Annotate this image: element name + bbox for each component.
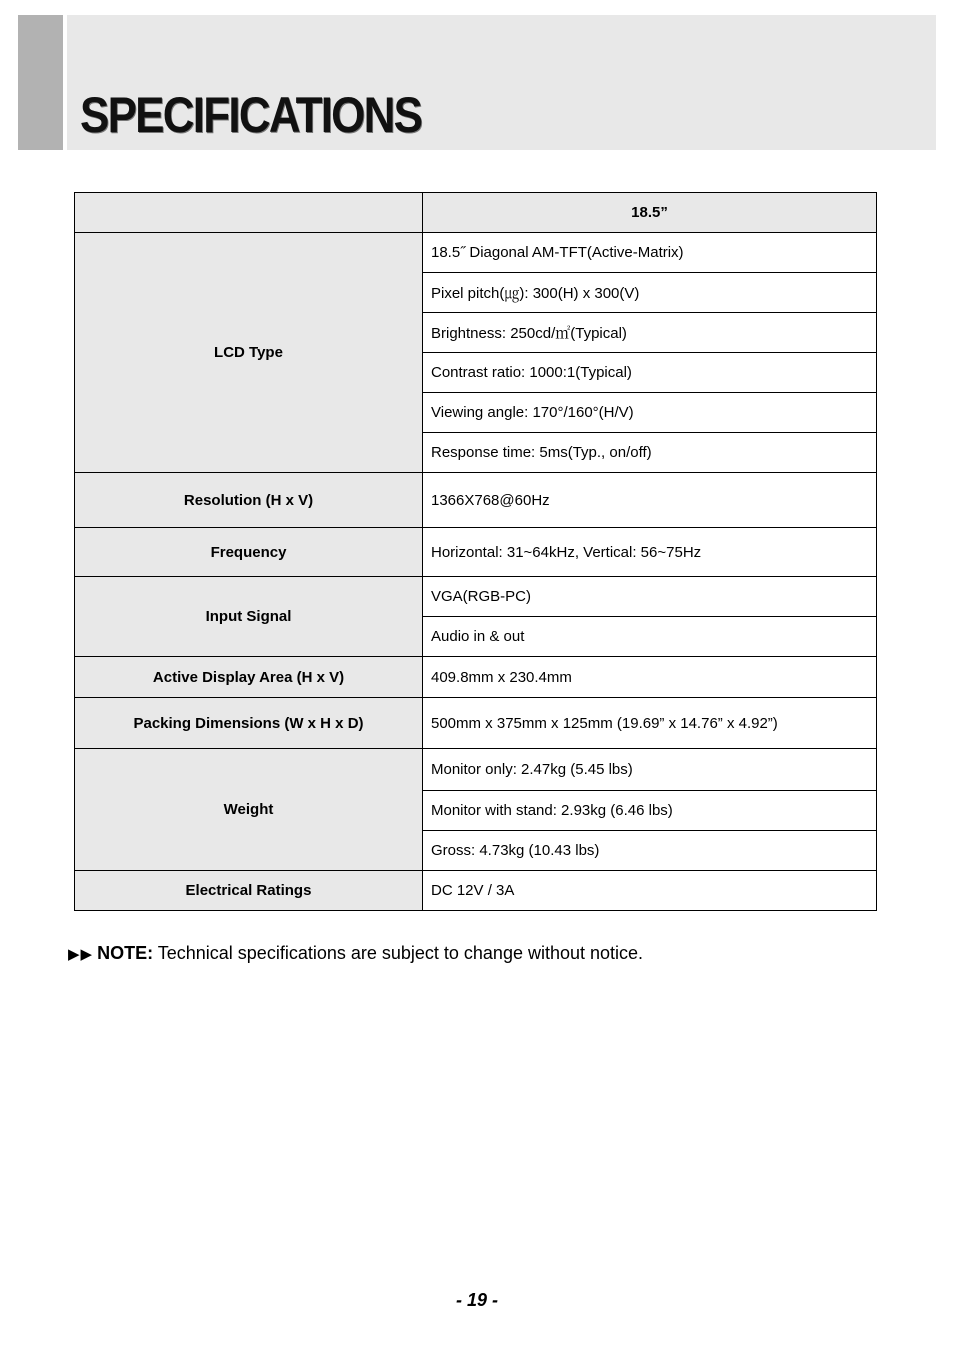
note-text: Technical specifications are subject to change without notice.	[153, 943, 644, 963]
table-row	[75, 528, 877, 577]
spec-value: DC 12V / 3A	[423, 871, 877, 911]
spec-label-lcd-type: LCD Type	[75, 233, 423, 473]
spec-value: Pixel pitch(㎍): 300(H) x 300(V)	[423, 273, 877, 313]
spec-value: Viewing angle: 170°/160°(H/V)	[423, 393, 877, 433]
spec-label-weight: Weight	[75, 749, 423, 871]
spec-label-resolution: Resolution (H x V)	[75, 473, 423, 528]
table-header-model: 18.5”	[423, 193, 877, 233]
spec-label-active-display-area: Active Display Area (H x V)	[75, 657, 423, 698]
table-header-row	[75, 193, 877, 233]
table-row	[75, 749, 877, 791]
table-row	[75, 698, 877, 749]
spec-value: 18.5˝ Diagonal AM-TFT(Active-Matrix)	[423, 233, 877, 273]
spec-label-electrical-ratings: Electrical Ratings	[75, 871, 423, 911]
table-row	[75, 233, 877, 273]
page-title: SPECIFICATIONS	[80, 87, 422, 143]
spec-label-packing-dimensions: Packing Dimensions (W x H x D)	[75, 698, 423, 749]
spec-value: 1366X768@60Hz	[423, 473, 877, 528]
spec-value: VGA(RGB-PC)	[423, 577, 877, 617]
spec-value: Brightness: 250cd/㎡(Typical)	[423, 313, 877, 353]
double-play-arrow-icon: ▶▶	[68, 946, 94, 963]
page-number: - 19 -	[455, 1290, 498, 1310]
spec-value: Contrast ratio: 1000:1(Typical)	[423, 353, 877, 393]
header-tab	[18, 15, 63, 150]
table-header-empty-cell	[75, 193, 423, 233]
table-row	[75, 871, 877, 911]
note-label: NOTE:	[97, 943, 154, 963]
spec-table	[74, 192, 877, 911]
spec-value: 500mm x 375mm x 125mm (19.69” x 14.76” x 4.92”)	[423, 698, 877, 749]
spec-value: Monitor with stand: 2.93kg (6.46 lbs)	[423, 791, 877, 831]
spec-label-frequency: Frequency	[75, 528, 423, 577]
spec-value: 409.8mm x 230.4mm	[423, 657, 877, 698]
table-row	[75, 657, 877, 698]
spec-value: Gross: 4.73kg (10.43 lbs)	[423, 831, 877, 871]
spec-label-input-signal: Input Signal	[75, 577, 423, 657]
note	[68, 943, 643, 964]
table-row	[75, 577, 877, 617]
spec-value: Monitor only: 2.47kg (5.45 lbs)	[423, 749, 877, 791]
spec-value: Audio in & out	[423, 617, 877, 657]
header-gap	[63, 15, 67, 150]
spec-value: Horizontal: 31~64kHz, Vertical: 56~75Hz	[423, 528, 877, 577]
table-row	[75, 473, 877, 528]
spec-value: Response time: 5ms(Typ., on/off)	[423, 433, 877, 473]
